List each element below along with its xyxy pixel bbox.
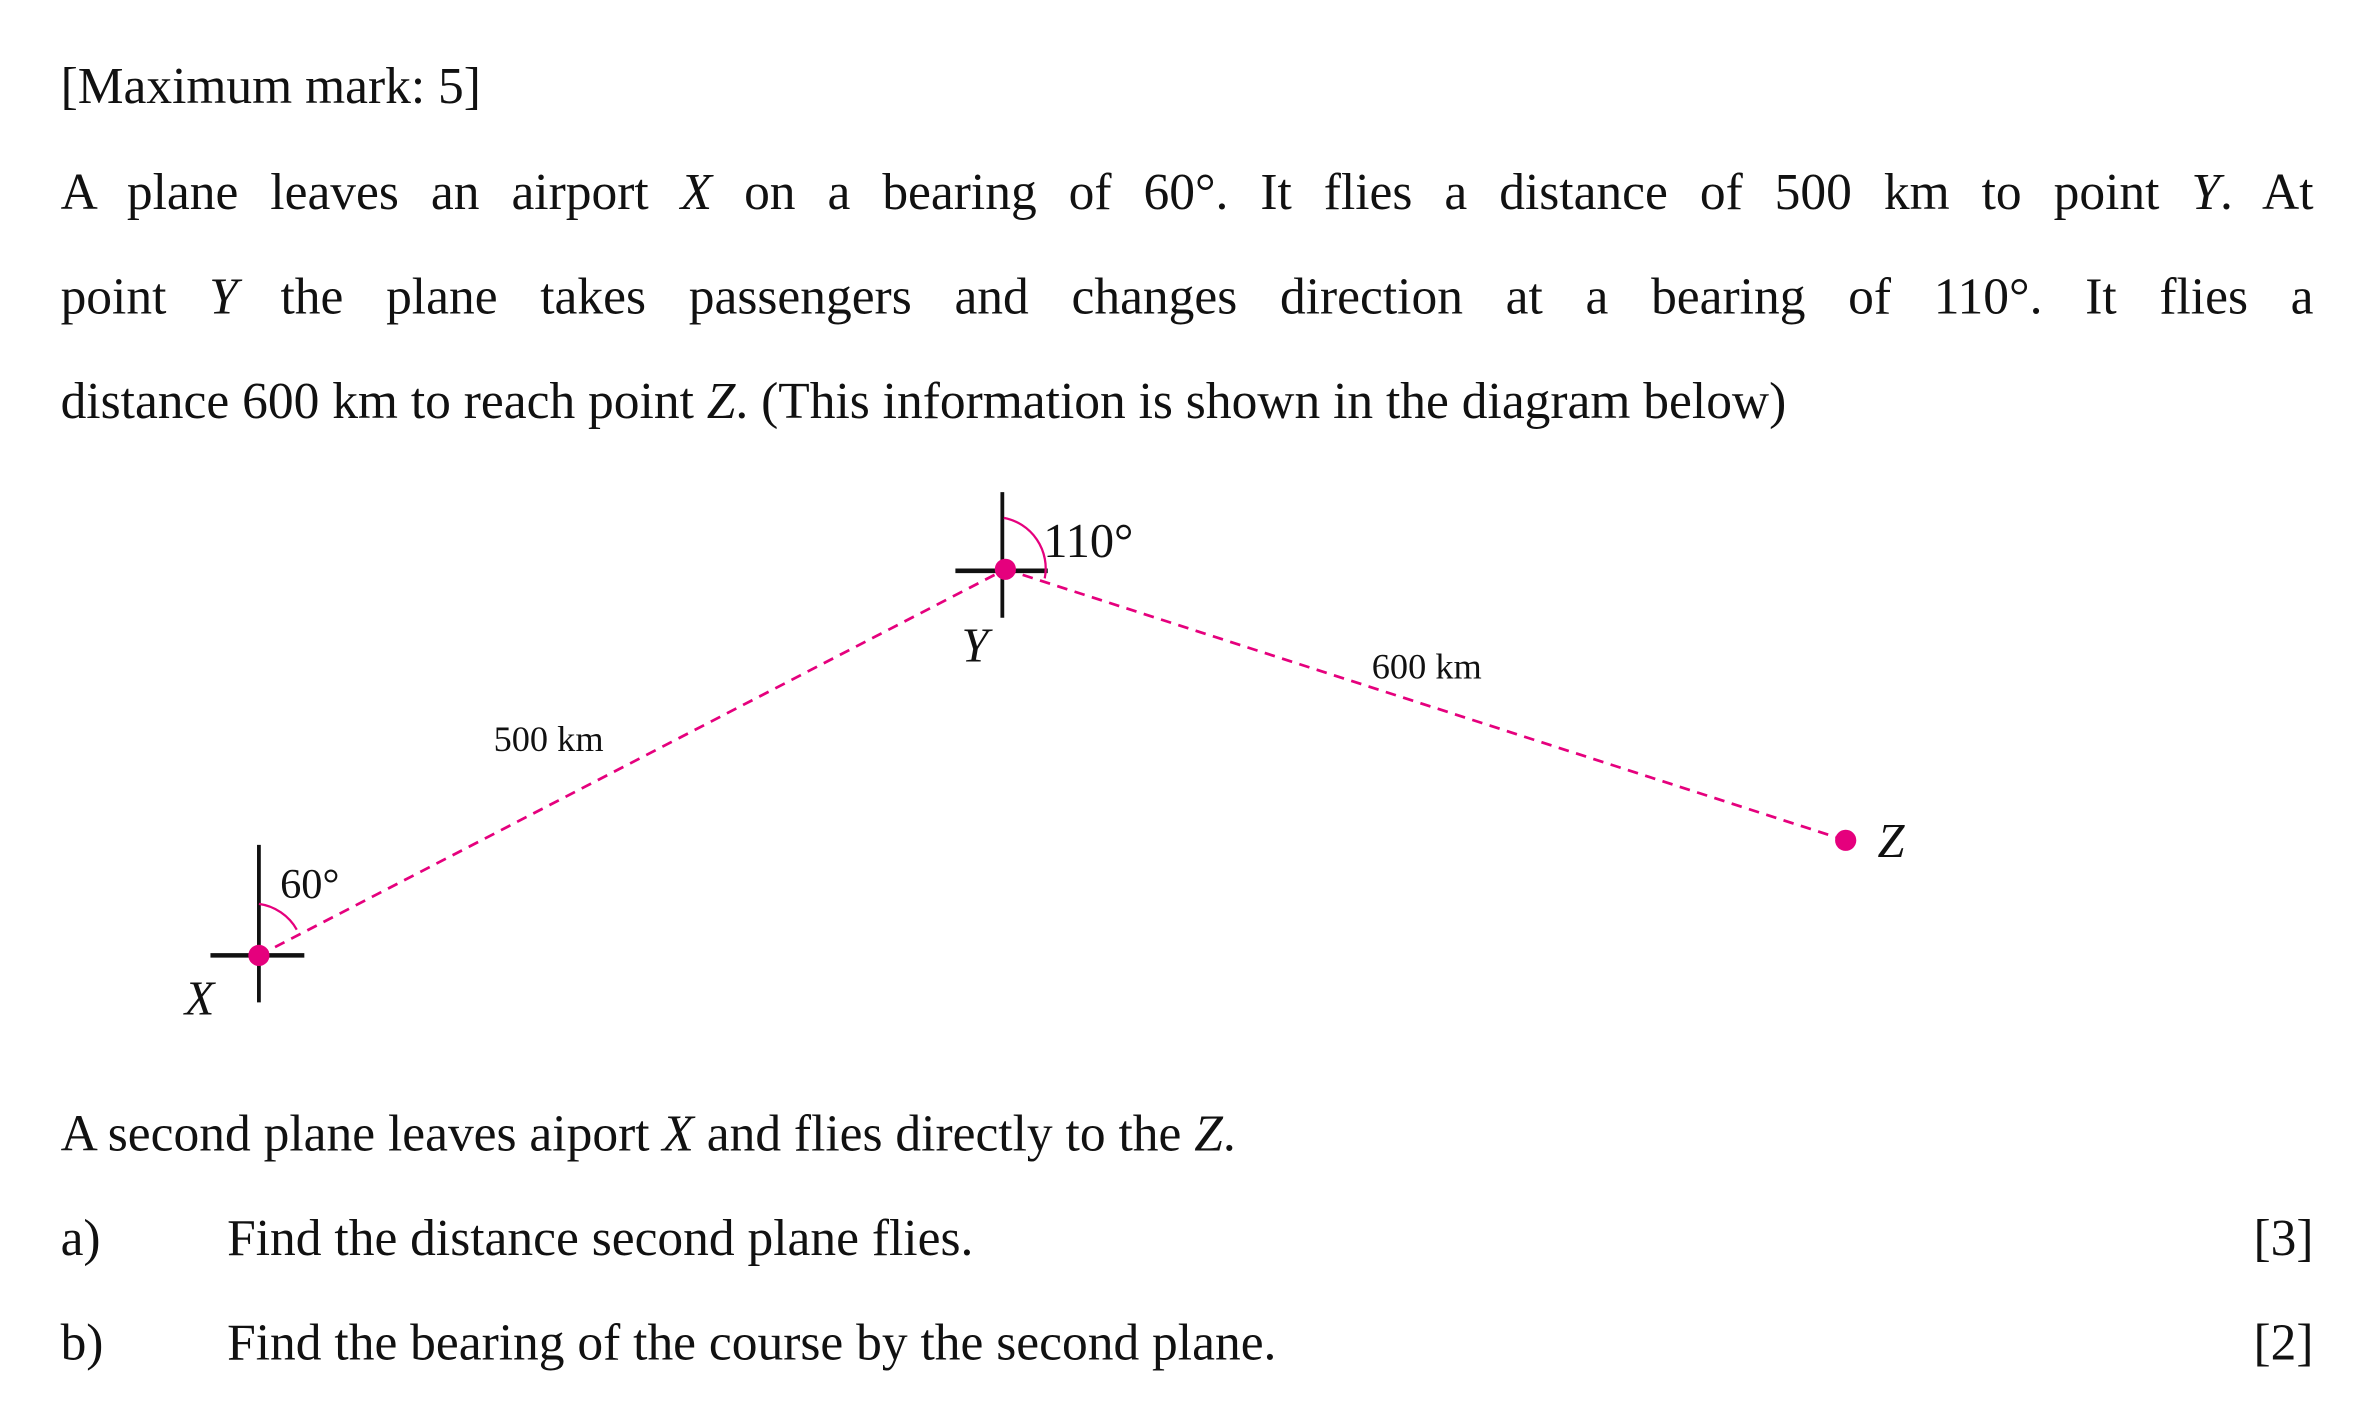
distance-label-xy: 500 km [493, 718, 604, 759]
intro-line-2: point Y the plane takes passengers and changes direction at a bearing of 110°. It flies a [60, 269, 2314, 326]
question-a-text: Find the distance second plane flies. [227, 1211, 974, 1268]
point-y-dot [995, 559, 1016, 580]
label-y: Y [961, 619, 989, 673]
question-b [61, 1314, 2314, 1375]
intro-line-3: distance 600 km to reach point Z. (This information is shown in the diagram below) [60, 373, 1787, 431]
label-z: Z [1877, 814, 1905, 868]
question-b-text: Find the bearing of the course by the second plane. [227, 1315, 1277, 1372]
path-y-to-z [1005, 569, 1845, 840]
angle-label-y: 110° [1043, 515, 1134, 569]
question-b-marks: [2] [2253, 1315, 2314, 1372]
question-a-label: a) [60, 1211, 101, 1268]
question-a [61, 1210, 2314, 1271]
angle-label-x: 60° [280, 860, 340, 908]
question-b-label: b) [60, 1315, 104, 1372]
path-x-to-y [259, 569, 1005, 955]
point-z-dot [1835, 830, 1856, 851]
intro-line-1: A plane leaves an airport X on a bearing of 60°. It flies a distance of 500 km to point Y. At [60, 165, 2314, 222]
distance-label-yz: 600 km [1371, 646, 1482, 687]
second-plane-text: A second plane leaves aiport X and flies directly to the Z. [60, 1106, 1236, 1163]
label-x: X [184, 972, 215, 1026]
max-mark: [Maximum mark: 5] [60, 59, 481, 116]
point-x-dot [248, 945, 269, 966]
question-a-marks: [3] [2253, 1211, 2314, 1268]
